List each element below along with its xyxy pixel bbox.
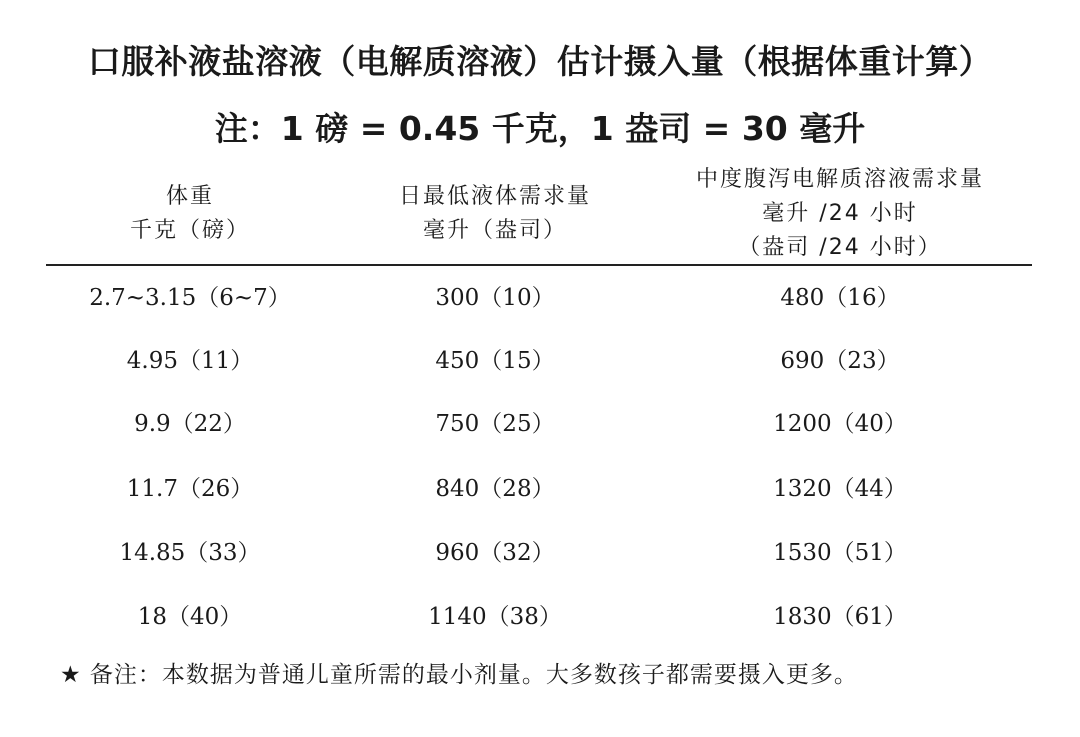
header-rule [46,264,1032,266]
header-electrolyte-line-1: 中度腹泻电解质溶液需求量 [695,167,984,192]
header-weight-line-2: 千克（磅） [129,218,250,243]
cell-min-fluid: 840（28） [435,476,555,502]
cell-electrolyte: 690（23） [780,348,900,374]
cell-min-fluid: 450（15） [435,348,555,374]
cell-electrolyte: 1200（40） [773,411,907,437]
cell-weight: 11.7（26） [126,476,254,502]
header-min-fluid-line-1: 日最低液体需求量 [398,184,591,209]
table-row [0,278,1080,318]
cell-electrolyte: 1320（44） [773,476,907,502]
cell-weight: 2.7~3.15（6~7） [89,285,291,311]
cell-electrolyte: 480（16） [780,285,900,311]
footnote: ★ 备注：本数据为普通儿童所需的最小剂量。大多数孩子都需要摄入更多。 [60,662,858,688]
header-weight [60,180,320,248]
cell-min-fluid: 300（10） [435,285,555,311]
cell-weight: 4.95（11） [126,348,254,374]
cell-weight: 9.9（22） [134,411,246,437]
cell-electrolyte: 1530（51） [773,540,907,566]
cell-electrolyte: 1830（61） [773,604,907,630]
header-min-fluid [360,180,630,248]
table-row [0,597,1080,637]
table-row [0,469,1080,509]
cell-weight: 14.85（33） [119,540,261,566]
table-row [0,404,1080,444]
header-electrolyte-line-2: 毫升 /24 小时 [762,201,918,226]
header-weight-line-1: 体重 [165,184,214,209]
page-title: 口服补液盐溶液（电解质溶液）估计摄入量（根据体重计算） [87,42,993,81]
header-min-fluid-line-2: 毫升（盎司） [422,218,567,243]
cell-min-fluid: 1140（38） [428,604,562,630]
cell-min-fluid: 750（25） [435,411,555,437]
header-electrolyte-line-3: （盎司 /24 小时） [738,235,942,260]
conversion-note: 注：1 磅 = 0.45 千克，1 盎司 = 30 毫升 [214,109,866,148]
header-electrolyte [660,163,1020,265]
cell-min-fluid: 960（32） [435,540,555,566]
table-row [0,341,1080,381]
cell-weight: 18（40） [137,604,243,630]
table-row [0,533,1080,573]
